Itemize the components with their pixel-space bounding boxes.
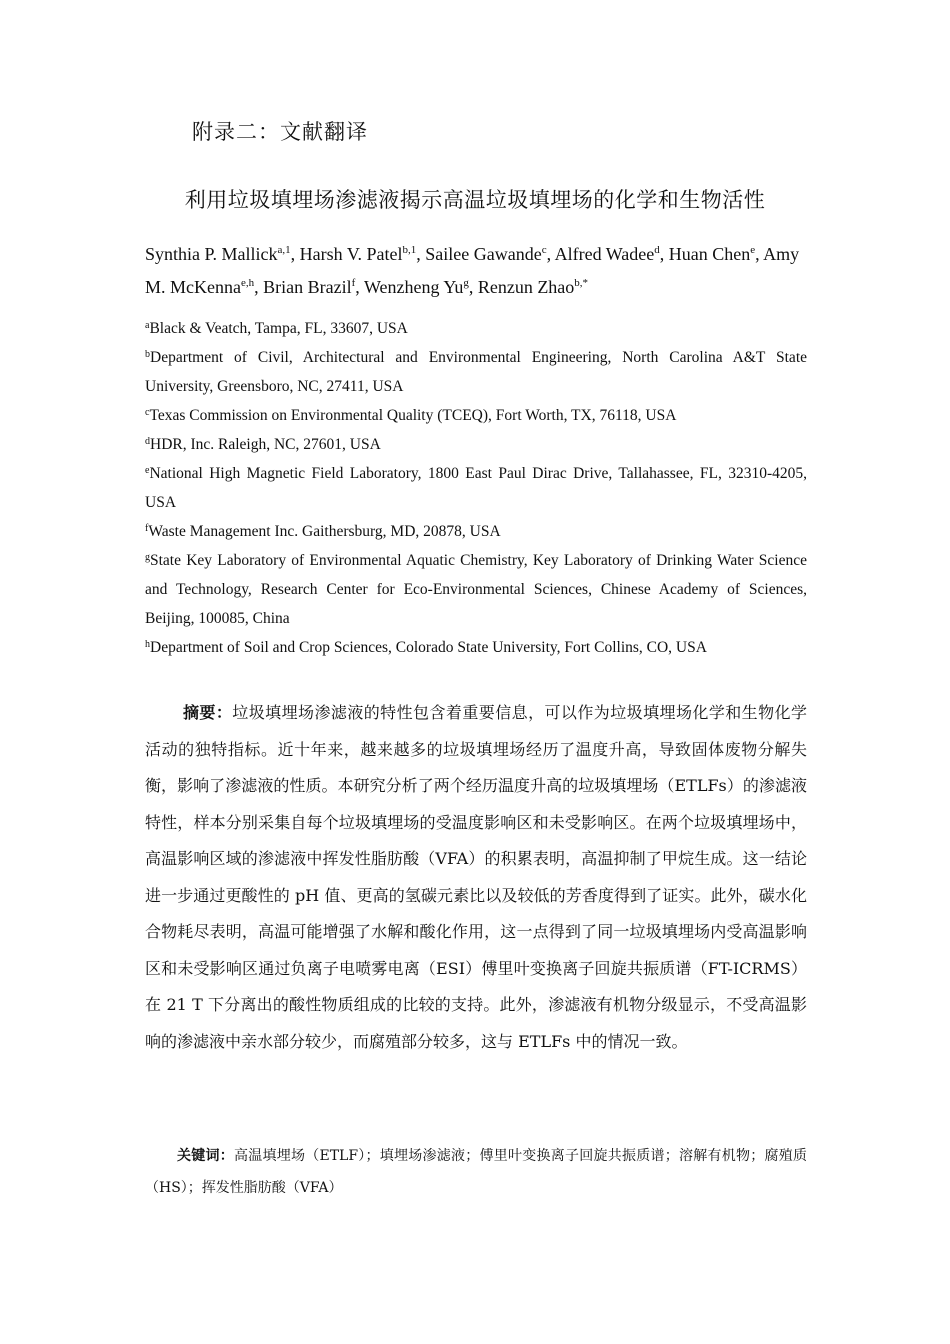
author xyxy=(555,244,669,264)
affiliation-text: National High Magnetic Field Laboratory, 1800 East Paul Dirac Drive, Tallahassee, FL, 32310-4205, USA xyxy=(145,465,807,511)
author-list xyxy=(145,238,810,304)
author xyxy=(145,244,300,264)
author-affiliation-mark: a,1 xyxy=(277,244,291,256)
affiliation xyxy=(145,343,807,401)
paper-title: 利用垃圾填埋场渗滤液揭示高温垃圾填埋场的化学和生物活性 xyxy=(184,188,766,212)
author xyxy=(364,277,478,297)
abstract xyxy=(145,695,807,1060)
affiliation xyxy=(145,314,807,343)
affiliation-mark: b xyxy=(145,349,150,360)
abstract-label: 摘要： xyxy=(183,703,233,722)
author-name: Alfred Wadee xyxy=(554,244,655,264)
affiliation-list xyxy=(145,314,807,662)
author xyxy=(669,244,763,264)
author xyxy=(478,277,588,297)
affiliation-text: HDR, Inc. Raleigh, NC, 27601, USA xyxy=(150,436,381,453)
abstract-text: 垃圾填埋场渗滤液的特性包含着重要信息，可以作为垃圾填埋场化学和生物化学活动的独特指标。近十年来，越来越多的垃圾填埋场经历了温度升高，导致固体废物分解失衡，影响了渗滤液的性质。本研究分析了两个经历温度升高的垃圾填埋场（ETLFs）的渗滤液特性，样本分别采集自每个垃圾填埋场的受温度影响区和未受影响区。在两个垃圾填埋场中，高温影响区域的渗滤液中挥发性脂肪酸（VFA）的积累表明，高温抑制了甲烷生成。这一结论进一步通过更酸性的 pH 值、更高的氢碳元素比以及较低的芳香度得到了证实。此外，碳水化合物耗尽表明，高温可能增强了水解和酸化作用，这一点得到了同一垃圾填埋场内受高温影响区和未受影响区通过负离子电喷雾电离（ESI）傅里叶变换离子回旋共振质谱（FT-ICRMS）在 21 T 下分离出的酸性物质组成的比较的支持。此外，渗滤液有机物分级显示，不受高温影响的渗滤液中亲水部分较少，而腐殖部分较多，这与 ETLFs 中的情况一致。 xyxy=(145,703,807,1051)
author-separator: , xyxy=(659,244,669,264)
author-separator: , xyxy=(254,277,264,297)
author xyxy=(300,244,426,264)
keywords xyxy=(145,1140,807,1204)
keywords-label: 关键词： xyxy=(177,1148,234,1164)
affiliation-mark: e xyxy=(145,465,150,476)
affiliation xyxy=(145,430,807,459)
author-name: Sailee Gawande xyxy=(425,244,542,264)
author-name: Renzun Zhao xyxy=(477,277,575,297)
keywords-text: 高温填埋场（ETLF）；填埋场渗滤液；傅里叶变换离子回旋共振质谱；溶解有机物；腐殖质（HS）；挥发性脂肪酸（VFA） xyxy=(145,1148,807,1196)
affiliation-mark: h xyxy=(145,639,150,650)
affiliation xyxy=(145,517,807,546)
author-affiliation-mark: b,* xyxy=(574,277,589,289)
affiliation-text: Department of Soil and Crop Sciences, Colorado State University, Fort Collins, CO, USA xyxy=(150,639,707,656)
affiliation xyxy=(145,401,807,430)
affiliation-mark: c xyxy=(145,407,150,418)
author-name: Huan Chen xyxy=(668,244,751,264)
author-name: Synthia P. Mallick xyxy=(145,244,278,264)
affiliation-text: Department of Civil, Architectural and Environmental Engineering, North Carolina A&T State University, Greensboro, NC, 27411, USA xyxy=(145,349,807,395)
affiliation-text: State Key Laboratory of Environmental Aquatic Chemistry, Key Laboratory of Drinking Water Science and Technology, Research Center for Eco-Environmental Sciences, Chinese Academy of Sciences, Beijing, 100085, China xyxy=(145,552,807,627)
author-separator: , xyxy=(468,277,478,297)
author-name: Wenzheng Yu xyxy=(363,277,464,297)
affiliation-mark: g xyxy=(145,552,150,563)
affiliation xyxy=(145,459,807,517)
author-affiliation-mark: g xyxy=(463,277,469,289)
author-affiliation-mark: f xyxy=(351,277,356,289)
affiliation-mark: d xyxy=(145,436,150,447)
author-name: Harsh V. Patel xyxy=(299,244,403,264)
author-separator: , xyxy=(355,277,364,297)
author-affiliation-mark: e,h xyxy=(240,277,255,289)
author-separator: , xyxy=(755,244,764,264)
author-affiliation-mark: c xyxy=(541,244,547,256)
author-separator: , xyxy=(290,244,300,264)
affiliation-text: Waste Management Inc. Gaithersburg, MD, 20878, USA xyxy=(148,523,501,540)
author-affiliation-mark: b,1 xyxy=(402,244,417,256)
affiliation-mark: f xyxy=(145,523,149,534)
author-name: Brian Brazil xyxy=(263,277,352,297)
author xyxy=(263,277,364,297)
author-affiliation-mark: e xyxy=(750,244,756,256)
author xyxy=(425,244,554,264)
affiliation-mark: a xyxy=(145,320,150,331)
author-separator: , xyxy=(546,244,555,264)
affiliation xyxy=(145,633,807,662)
affiliation-text: Texas Commission on Environmental Quality (TCEQ), Fort Worth, TX, 76118, USA xyxy=(149,407,677,424)
author-name: Amy M. McKenna xyxy=(145,244,800,297)
appendix-title: 附录二：文献翻译 xyxy=(192,120,368,144)
author-separator: , xyxy=(416,244,426,264)
affiliation xyxy=(145,546,807,633)
affiliation-text: Black & Veatch, Tampa, FL, 33607, USA xyxy=(149,320,408,337)
author-affiliation-mark: d xyxy=(654,244,660,256)
